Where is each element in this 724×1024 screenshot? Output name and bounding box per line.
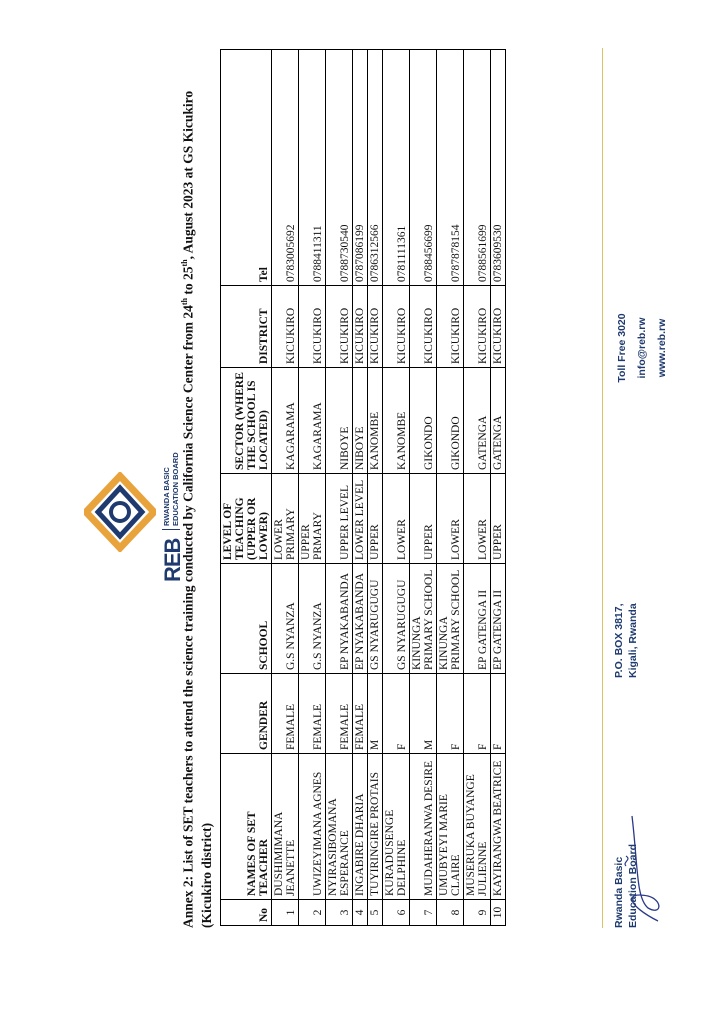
website-link[interactable]: www.reb.rw	[656, 318, 668, 378]
table-cell: 0788730540	[326, 50, 353, 286]
table-row	[410, 50, 437, 926]
table-cell: 4	[353, 900, 368, 926]
table-cell: KICUKIRO	[437, 286, 464, 368]
footer-divider	[602, 48, 603, 928]
table-cell: NYIRASIBOMANA ESPERANCE	[326, 754, 353, 900]
table-cell: GS NYARUGUGU	[368, 564, 383, 674]
table-cell: 10	[491, 900, 506, 926]
table-cell: KICUKIRO	[410, 286, 437, 368]
table-cell: GS NYARUGUGU	[383, 564, 410, 674]
table-cell: KICUKIRO	[299, 286, 326, 368]
table-cell: EP GATENGA II	[491, 564, 506, 674]
table-cell: FEMALE	[299, 674, 326, 754]
toll-free: Toll Free 3020	[616, 313, 628, 383]
table-cell: M	[410, 674, 437, 754]
table-cell: 0788561699	[464, 50, 491, 286]
table-cell: UMUBYEYI MARIE CLAIRE	[437, 754, 464, 900]
table-cell: 3	[326, 900, 353, 926]
table-cell: 0787086199	[353, 50, 368, 286]
table-cell: KAGARAMA	[299, 368, 326, 474]
table-cell: GATENGA	[491, 368, 506, 474]
table-cell: 0788456699	[410, 50, 437, 286]
table-cell: GATENGA	[464, 368, 491, 474]
table-cell: F	[383, 674, 410, 754]
reb-letters: REB	[160, 538, 185, 582]
table-header-row	[221, 50, 272, 926]
table-cell: 8	[437, 900, 464, 926]
table-cell: 9	[464, 900, 491, 926]
table-cell: 7	[410, 900, 437, 926]
table-cell: KANOMBE	[383, 368, 410, 474]
table-cell: FEMALE	[326, 674, 353, 754]
table-cell: UPPER	[410, 474, 437, 564]
table-cell: MUSERUKA BUYANGE JULIENNE	[464, 754, 491, 900]
table-cell: FEMALE	[353, 674, 368, 754]
document-title: Annex 2: List of SET teachers to attend the science training conducted by California Science Center from 24th to 25th, August 2023 at GS Kicukiro (Kicukiro district)	[180, 90, 214, 928]
column-header: No	[221, 900, 272, 926]
column-header: DISTRICT	[221, 286, 272, 368]
table-row	[491, 50, 506, 926]
table-cell: KICUKIRO	[464, 286, 491, 368]
table-cell: KINUNGA PRIMARY SCHOOL	[410, 564, 437, 674]
table-cell: 0781111361	[383, 50, 410, 286]
table-cell: NIBOYE	[326, 368, 353, 474]
table-cell: UPPER	[368, 474, 383, 564]
footer-contact	[612, 278, 672, 418]
reb-emblem-icon	[84, 472, 156, 552]
table-cell: LOWER	[464, 474, 491, 564]
table-cell: 2	[299, 900, 326, 926]
table-cell: KICUKIRO	[383, 286, 410, 368]
table-cell: 6	[383, 900, 410, 926]
table-row	[326, 50, 353, 926]
table-cell: 0788411311	[299, 50, 326, 286]
table-cell: LOWER PRIMARY	[272, 474, 299, 564]
table-cell: KICUKIRO	[326, 286, 353, 368]
table-cell: LOWER	[383, 474, 410, 564]
table-cell: EP NYAKABANDA	[326, 564, 353, 674]
table-row	[437, 50, 464, 926]
table-cell: GIKONDO	[437, 368, 464, 474]
table-cell: 5	[368, 900, 383, 926]
table-cell: KICUKIRO	[353, 286, 368, 368]
column-header: SCHOOL	[221, 564, 272, 674]
table-cell: KAGARAMA	[272, 368, 299, 474]
column-header: Tel	[221, 50, 272, 286]
footer-organization: Rwanda Basic Education Board	[613, 843, 639, 928]
table-cell: UWIZEYIMANA AGNES	[299, 754, 326, 900]
table-cell: MUDAHERANWA DESIRE	[410, 754, 437, 900]
table-cell: M	[368, 674, 383, 754]
table-cell: DUSHIMIMANA JEANETTE	[272, 754, 299, 900]
table-cell: KICUKIRO	[272, 286, 299, 368]
table-cell: KAYIRANGWA BEATRICE	[491, 754, 506, 900]
table-cell: KINUNGA PRIMARY SCHOOL	[437, 564, 464, 674]
table-row	[383, 50, 410, 926]
table-cell: GIKONDO	[410, 368, 437, 474]
table-cell: KURADUSENGE DELPHINE	[383, 754, 410, 900]
table-cell: UPPER LEVEL	[326, 474, 353, 564]
table-row	[299, 50, 326, 926]
column-header: NAMES OF SET TEACHER	[221, 754, 272, 900]
table-cell: UPPER	[491, 474, 506, 564]
table-cell: KICUKIRO	[491, 286, 506, 368]
column-header: SECTOR (WHERE THE SCHOOL IS LOCATED)	[221, 368, 272, 474]
table-cell: LOWER LEVEL	[353, 474, 368, 564]
table-cell: UPPER PRMARY	[299, 474, 326, 564]
table-cell: G.S NYANZA	[272, 564, 299, 674]
table-cell: F	[464, 674, 491, 754]
table-row	[353, 50, 368, 926]
table-cell: G.S NYANZA	[299, 564, 326, 674]
table-cell: EP GATENGA II	[464, 564, 491, 674]
column-header: GENDER	[221, 674, 272, 754]
table-row	[368, 50, 383, 926]
email-link[interactable]: info@reb.rw	[636, 317, 648, 379]
table-cell: KICUKIRO	[368, 286, 383, 368]
table-cell: TUYIRINGIRE PROTAIS	[368, 754, 383, 900]
table-cell: LOWER	[437, 474, 464, 564]
table-cell: 1	[272, 900, 299, 926]
footer-postal-address: P.O. BOX 3817, Kigali, Rwanda	[613, 603, 639, 678]
table-cell: 0783005692	[272, 50, 299, 286]
column-header: LEVEL OF TEACHING (UPPER OR LOWER)	[221, 474, 272, 564]
table-cell: KANOMBE	[368, 368, 383, 474]
table-cell: F	[491, 674, 506, 754]
table-row	[272, 50, 299, 926]
table-cell: EP NYAKABANDA	[353, 564, 368, 674]
reb-subtitle: RWANDA BASIC EDUCATION BOARD	[162, 436, 180, 530]
table-cell: NIBOYE	[353, 368, 368, 474]
table-cell: FEMALE	[272, 674, 299, 754]
set-teachers-table	[220, 49, 506, 926]
table-cell: 0787878154	[437, 50, 464, 286]
table-cell: 0783609530	[491, 50, 506, 286]
table-cell: 0786312566	[368, 50, 383, 286]
table-cell: INGABIRE DHARIA	[353, 754, 368, 900]
table-row	[464, 50, 491, 926]
table-cell: F	[437, 674, 464, 754]
